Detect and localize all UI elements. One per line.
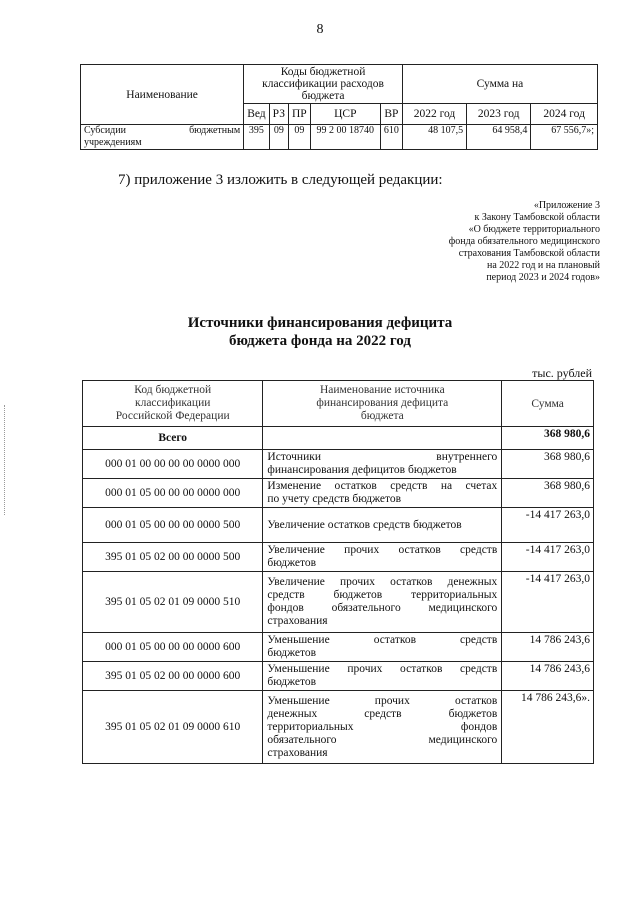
appendix-note-line: период 2023 и 2024 годов» xyxy=(486,272,600,283)
row-csr: 99 2 00 18740 xyxy=(310,125,380,150)
row-name xyxy=(81,125,244,150)
row-code: 395 01 05 02 00 00 0000 500 xyxy=(83,543,263,572)
header-name xyxy=(263,381,502,427)
row-code: 395 01 05 02 00 00 0000 600 xyxy=(83,662,263,691)
appendix-note xyxy=(360,200,600,284)
top-table-row xyxy=(81,125,598,150)
header-code xyxy=(83,381,263,427)
row-name xyxy=(263,450,502,479)
col-2022: 2022 год xyxy=(402,104,466,125)
main-table-header-row xyxy=(83,381,594,427)
row-name-line-1 xyxy=(84,125,240,137)
appendix-note-line: страхования Тамбовской области xyxy=(458,248,600,259)
row-name-line: Уменьшение прочих остатков средств xyxy=(267,663,498,675)
row-name-line: Изменение остатков средств на счетах xyxy=(267,480,498,492)
appendix-note-line: «О бюджете территориального xyxy=(468,224,600,235)
col-pr: ПР xyxy=(288,104,310,125)
row-sum: 14 786 243,6 xyxy=(502,633,594,662)
col-rz: РЗ xyxy=(269,104,288,125)
row-name-line: страхования xyxy=(267,615,328,627)
table-row xyxy=(83,662,594,691)
row-2024: 67 556,7»; xyxy=(531,125,598,150)
header-code-line: Российской Федерации xyxy=(115,410,230,422)
row-name-line: бюджетов xyxy=(267,676,317,688)
row-code: 000 01 05 00 00 00 0000 500 xyxy=(83,508,263,543)
document-heading xyxy=(0,314,640,350)
appendix-note-line: фонда обязательного медицинского xyxy=(448,236,600,247)
row-name-line: Уменьшение остатков средств xyxy=(267,634,498,646)
row-ved: 395 xyxy=(244,125,269,150)
row-name-line: страхования xyxy=(267,746,328,759)
row-sum: -14 417 263,0 xyxy=(502,572,594,633)
row-2023: 64 958,4 xyxy=(467,125,531,150)
row-sum: 14 786 243,6 xyxy=(502,662,594,691)
header-name-line: бюджета xyxy=(360,410,404,422)
name-header: Наименование xyxy=(81,65,244,125)
row-name-line: обязательного медицинского xyxy=(267,733,498,746)
row-name-line: бюджетов xyxy=(267,557,317,569)
table-row xyxy=(83,450,594,479)
col-ved: Вед xyxy=(244,104,269,125)
row-2022: 48 107,5 xyxy=(402,125,466,150)
col-csr: ЦСР xyxy=(310,104,380,125)
row-name-line: Увеличение остатков средств бюджетов xyxy=(267,518,462,531)
row-rz: 09 xyxy=(269,125,288,150)
row-name xyxy=(263,633,502,662)
sum-header: Сумма на xyxy=(402,65,597,104)
row-name-line: территориальных фондов xyxy=(267,720,498,733)
table-row xyxy=(83,572,594,633)
row-code: 000 01 05 00 00 00 0000 000 xyxy=(83,479,263,508)
row-pr: 09 xyxy=(288,125,310,150)
col-vr: ВР xyxy=(380,104,402,125)
row-name xyxy=(263,508,502,543)
header-code-line: Код бюджетной xyxy=(134,384,212,396)
header-sum: Сумма xyxy=(502,381,594,427)
row-sum: 368 980,6 xyxy=(502,479,594,508)
row-code: 395 01 05 02 01 09 0000 510 xyxy=(83,572,263,633)
row-name-line: бюджетов xyxy=(267,647,317,659)
row-name-line: Увеличение прочих остатков средств xyxy=(267,544,498,556)
row-name xyxy=(263,543,502,572)
table-row xyxy=(83,479,594,508)
row-name-word-1: Субсидии xyxy=(84,125,126,136)
heading-line-1: Источники финансирования дефицита xyxy=(187,315,453,331)
header-name-line: Наименование источника xyxy=(319,384,445,396)
row-sum: -14 417 263,0 xyxy=(502,543,594,572)
row-name-line: средств бюджетов территориальных xyxy=(267,589,498,601)
units-label: тыс. рублей xyxy=(532,366,592,380)
budget-expense-table xyxy=(80,64,598,150)
row-name-line: денежных средств бюджетов xyxy=(267,707,498,720)
row-sum: 368 980,6 xyxy=(502,450,594,479)
table-row xyxy=(83,633,594,662)
table-row xyxy=(83,508,594,543)
row-name-line: Уменьшение прочих остатков xyxy=(267,694,498,707)
total-sum: 368 980,6 xyxy=(502,427,594,450)
row-name xyxy=(263,662,502,691)
appendix-note-line: на 2022 год и на плановый xyxy=(486,260,600,271)
row-name xyxy=(263,691,502,764)
total-label: Всего xyxy=(83,427,263,450)
row-name xyxy=(263,479,502,508)
col-2024: 2024 год xyxy=(531,104,598,125)
col-2023: 2023 год xyxy=(467,104,531,125)
deficit-sources-table xyxy=(82,380,594,764)
row-name-line-2: учреждениям xyxy=(84,137,142,148)
row-name-line: финансирования дефицитов бюджетов xyxy=(267,464,457,476)
row-sum: -14 417 263,0 xyxy=(502,508,594,543)
header-code-line: классификации xyxy=(135,397,211,409)
table-row xyxy=(83,543,594,572)
row-vr: 610 xyxy=(380,125,402,150)
total-name-empty xyxy=(263,427,502,450)
row-code: 000 01 00 00 00 00 0000 000 xyxy=(83,450,263,479)
codes-header: Коды бюджетной классификации расходов бюджета xyxy=(244,65,403,104)
binding-margin-mark xyxy=(4,405,9,515)
top-table-header-row-1 xyxy=(81,65,598,104)
heading-line-2: бюджета фонда на 2022 год xyxy=(229,333,411,349)
page-number: 8 xyxy=(316,22,324,37)
row-name xyxy=(263,572,502,633)
row-name-line: фондов обязательного медицинского xyxy=(267,602,498,614)
row-name-line: Источники внутреннего xyxy=(267,451,498,463)
appendix-note-line: «Приложение 3 xyxy=(533,200,600,211)
row-name-line: по учету средств бюджетов xyxy=(267,493,402,505)
row-code: 000 01 05 00 00 00 0000 600 xyxy=(83,633,263,662)
appendix-note-line: к Закону Тамбовской области xyxy=(474,212,600,223)
row-name-line: Увеличение прочих остатков денежных xyxy=(267,576,498,588)
table-row xyxy=(83,691,594,764)
instruction-text: 7) приложение 3 изложить в следующей редакции: xyxy=(118,172,443,188)
header-name-line: финансирования дефицита xyxy=(316,397,449,409)
row-name-word-2: бюджетным xyxy=(189,125,241,136)
total-row xyxy=(83,427,594,450)
row-code: 395 01 05 02 01 09 0000 610 xyxy=(83,691,263,764)
row-sum: 14 786 243,6». xyxy=(502,691,594,764)
